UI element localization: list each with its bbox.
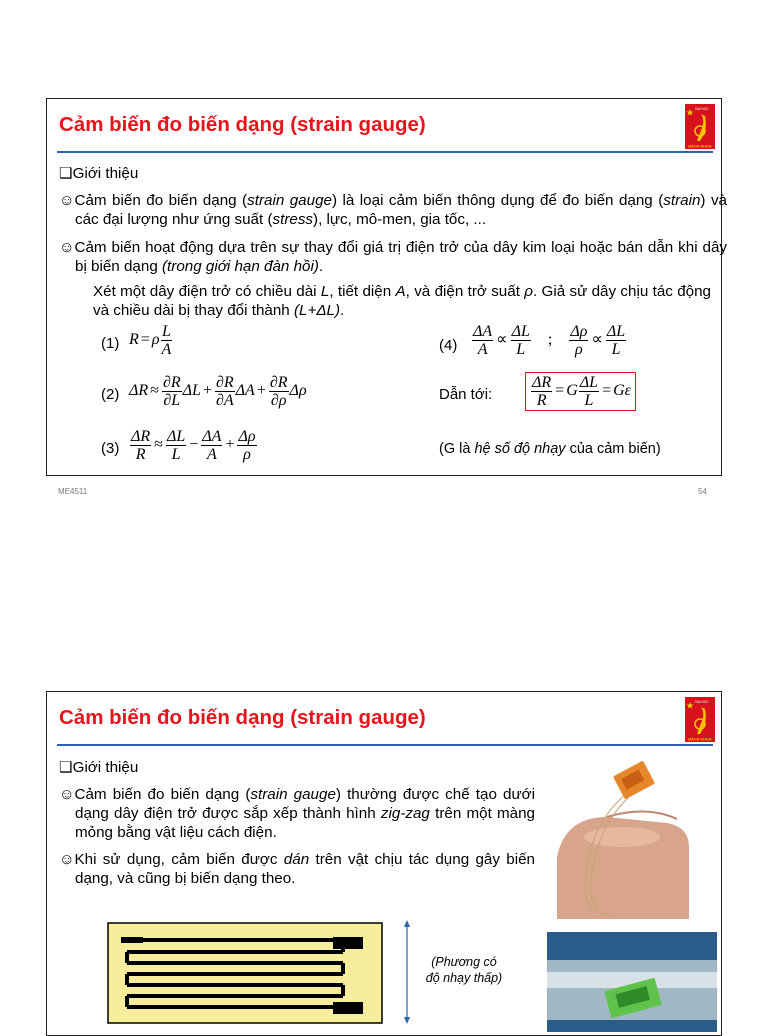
smiley-bullet-icon: ☺ bbox=[59, 786, 75, 803]
text: của cảm biến) bbox=[565, 441, 661, 457]
pipe-gauge-photo bbox=[547, 932, 717, 1032]
text: . bbox=[340, 302, 345, 319]
text: trên một màng mỏng bằng vật liệu cách điện. bbox=[75, 805, 536, 841]
term: stress bbox=[272, 211, 314, 228]
slide-title: Cảm biến đo biến dạng (strain gauge) bbox=[59, 113, 426, 136]
eq-label-3: (3) bbox=[101, 440, 120, 457]
bullet-2 bbox=[59, 850, 535, 888]
text: . Giả sử dây chịu tác động và chiều dài bị thay đổi thành bbox=[93, 283, 711, 319]
low-sensitivity-label bbox=[411, 954, 517, 986]
gauge-factor-note bbox=[439, 440, 661, 459]
text: Cảm biến đo biến dạng ( bbox=[74, 786, 251, 803]
university-logo bbox=[685, 697, 715, 742]
text: (Phương có bbox=[431, 955, 497, 969]
text: ) và các đại lượng như ứng suất ( bbox=[75, 192, 727, 228]
symbol: ρ bbox=[524, 283, 533, 300]
svg-text:BÁCH KHOA: BÁCH KHOA bbox=[688, 737, 712, 742]
smiley-bullet-icon: ☺ bbox=[59, 851, 75, 868]
term: dán bbox=[283, 851, 310, 868]
setup-paragraph bbox=[93, 282, 711, 320]
section-heading bbox=[59, 164, 138, 183]
fingertip-gauge-photo bbox=[547, 747, 689, 919]
svg-text:ĐẠI HỌC: ĐẠI HỌC bbox=[695, 107, 709, 111]
text: , và điện trở suất bbox=[405, 283, 525, 300]
term: (trong giới hạn đàn hồi) bbox=[161, 258, 319, 275]
text: trên vật chịu tác dụng gây biến dạng, và cũng bị biến dạng theo. bbox=[75, 851, 535, 887]
university-logo bbox=[685, 104, 715, 149]
zigzag-gauge-diagram bbox=[107, 922, 383, 1022]
checkbox-icon: ❑ bbox=[59, 759, 73, 776]
text: Khi sử dụng, cảm biến được bbox=[74, 851, 284, 868]
smiley-bullet-icon: ☺ bbox=[59, 192, 75, 209]
svg-text:BÁCH KHOA: BÁCH KHOA bbox=[688, 144, 712, 149]
equation-3: $\frac{\Delta R}{R}$ ≈ $\frac{\Delta L}{L}$ − $\frac{\Delta A}{A}$ + $\frac{\Delta\rho}{\rho}$ bbox=[131, 428, 256, 463]
eq-label-4: (4) bbox=[439, 337, 458, 354]
title-divider bbox=[57, 744, 713, 746]
term: hệ số độ nhạy bbox=[474, 441, 566, 457]
bullet-1 bbox=[59, 191, 727, 229]
eq-label-2: (2) bbox=[101, 386, 120, 403]
text: Xét một dây điện trở có chiều dài bbox=[93, 283, 321, 300]
footer-course-code: ME4511 bbox=[58, 487, 88, 496]
bullet-2 bbox=[59, 238, 727, 276]
text: Cảm biến hoạt động dựa trên sự thay đổi giá trị điện trở của dây kim loại hoặc bán dẫn khi dây bị biến dạng bbox=[74, 239, 727, 275]
slide-55 bbox=[46, 691, 722, 1036]
text: ) là loại cảm biến thông dụng để đo biến dạng ( bbox=[331, 192, 664, 209]
term: strain gauge bbox=[250, 786, 336, 803]
gauge-factor-equation: $\frac{\Delta R}{R}$ = G $\frac{\Delta L}{L}$ = Gε bbox=[525, 372, 636, 411]
slide-title: Cảm biến đo biến dạng (strain gauge) bbox=[59, 706, 426, 729]
footer-page-number: 54 bbox=[698, 487, 707, 496]
eq-label-1: (1) bbox=[101, 335, 120, 352]
svg-text:ĐẠI HỌC: ĐẠI HỌC bbox=[695, 700, 709, 704]
term: zig-zag bbox=[380, 805, 430, 822]
term: strain gauge bbox=[247, 192, 332, 209]
title-divider bbox=[57, 151, 713, 153]
equation-4: $\frac{\Delta A}{A}$ ∝ $\frac{\Delta L}{L}$ ; $\frac{\Delta\rho}{\rho}$ ∝ $\frac{\Delta L}{L}$ bbox=[473, 323, 626, 358]
text: ), lực, mô-men, gia tốc, ... bbox=[313, 211, 487, 228]
equation-2: ΔR ≈ $\frac{\partial R}{\partial L}$ ΔL + $\frac{\partial R}{\partial A}$ ΔA + $\frac{\partial R}{\partial\rho}$ Δρ bbox=[129, 374, 307, 409]
heading-text: Giới thiệu bbox=[72, 165, 139, 182]
smiley-bullet-icon: ☺ bbox=[59, 239, 75, 256]
text: độ nhạy thấp) bbox=[425, 971, 503, 985]
text: , tiết diện bbox=[329, 283, 396, 300]
text: (G là bbox=[439, 441, 475, 457]
bullet-1 bbox=[59, 785, 535, 842]
slide-54 bbox=[46, 98, 727, 476]
text: Cảm biến đo biến dạng ( bbox=[74, 192, 248, 209]
checkbox-icon: ❑ bbox=[59, 165, 73, 182]
equation-1: R = ρ $\frac{L}{A}$ bbox=[129, 323, 172, 358]
lead-to-label: Dẫn tới: bbox=[439, 386, 493, 403]
symbol: L bbox=[320, 283, 330, 300]
section-heading bbox=[59, 758, 138, 777]
term: strain bbox=[663, 192, 701, 209]
symbol: (L+ΔL) bbox=[293, 302, 341, 319]
text: ) thường được chế tạo dưới dạng dây điện trở được sắp xếp thành hình bbox=[75, 786, 535, 822]
heading-text: Giới thiệu bbox=[72, 759, 139, 776]
symbol: A bbox=[395, 283, 406, 300]
text: . bbox=[318, 258, 324, 275]
